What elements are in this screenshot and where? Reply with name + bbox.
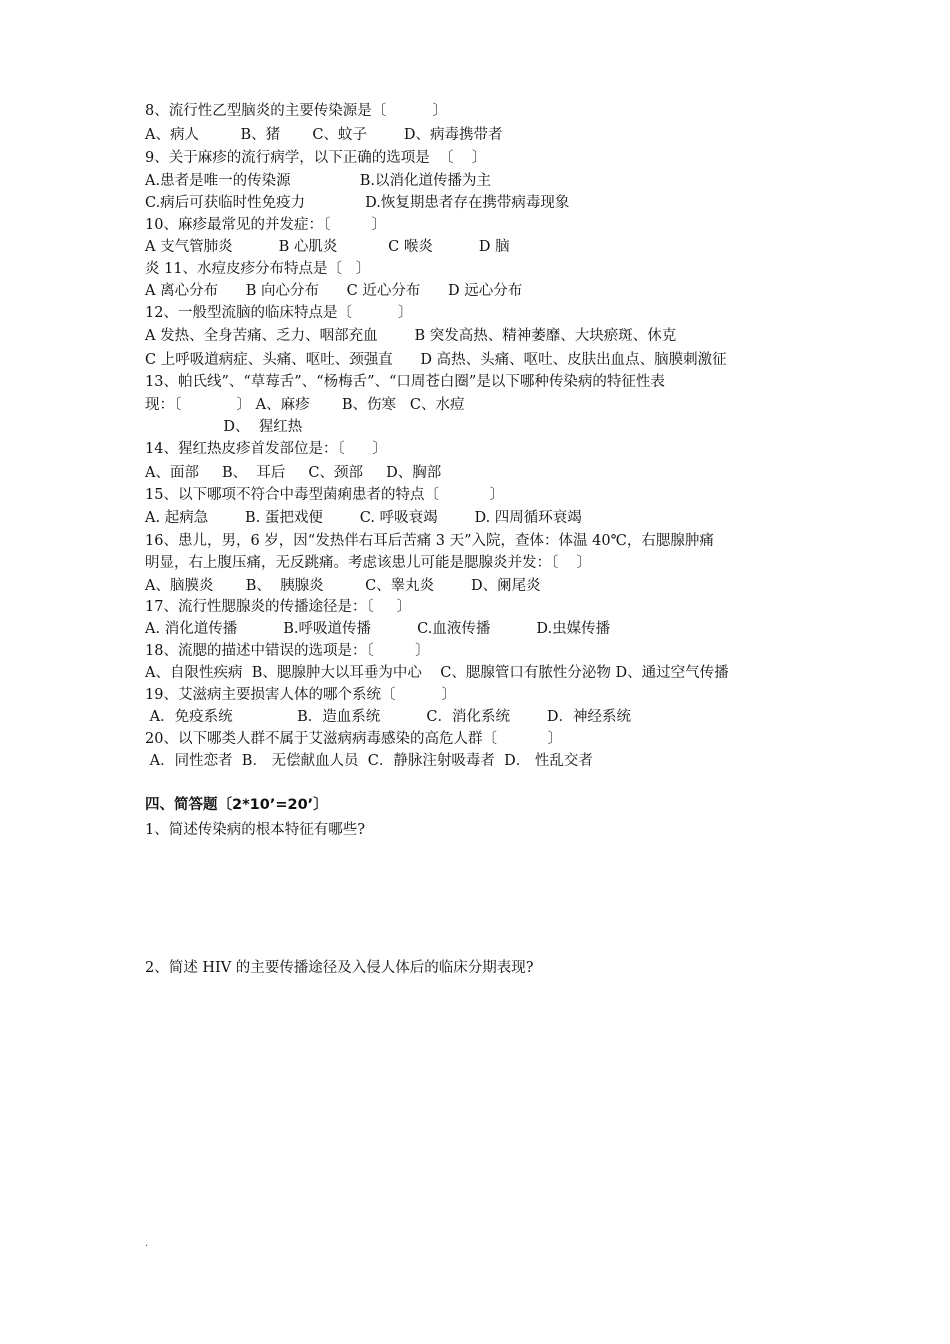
text-line: 17、流行性腮腺炎的传播途径是：〔 〕 xyxy=(145,599,412,615)
text-line: D、 猩红热 xyxy=(145,419,303,435)
text-line: 13、帕氏线”、“草莓舌”、“杨梅舌”、“口周苍白圈”是以下哪种传染病的特征性表 xyxy=(145,374,665,390)
text-line: C 上呼吸道病症、头痛、呕吐、颈强直 D 高热、头痛、呕吐、皮肤出血点、脑膜刺激征 xyxy=(145,352,727,368)
question-2: 2、简述 HIV 的主要传播途径及入侵人体后的临床分期表现? xyxy=(145,960,534,976)
text-line: A、自限性疾病 B、腮腺肿大以耳垂为中心 C、腮腺管口有脓性分泌物 D、通过空气传播 xyxy=(145,665,729,681)
text-line: A．同性恋者 B． 无偿献血人员 C．静脉注射吸毒者 D． 性乱交者 xyxy=(145,753,593,769)
text-line: 19、艾滋病主要损害人体的哪个系统〔 〕 xyxy=(145,687,457,703)
text-line: A 离心分布 B 向心分布 C 近心分布 D 远心分布 xyxy=(145,283,523,299)
text-line: 10、麻疹最常见的并发症：〔 〕 xyxy=(145,217,387,233)
text-line: A、病人 B、猪 C、蚊子 D、病毒携带者 xyxy=(145,127,503,143)
text-line: 15、以下哪项不符合中毒型菌痢患者的特点〔 〕 xyxy=(145,487,505,503)
text-line: 20、以下哪类人群不属于艾滋病病毒感染的高危人群〔 〕 xyxy=(145,731,563,747)
text-line: 炎 11、水痘皮疹分布特点是〔 〕 xyxy=(145,261,371,277)
text-line: A 发热、全身苦痛、乏力、咽部充血 B 突发高热、精神萎靡、大块瘀斑、休克 xyxy=(145,328,677,344)
text-line: 16、患儿，男，6 岁，因“发热伴右耳后苦痛 3 天”入院，查体：体温 40℃，右腮腺肿痛 xyxy=(145,533,714,549)
text-line: 8、流行性乙型脑炎的主要传染源是〔 〕 xyxy=(145,103,447,119)
text-line: 9、关于麻疹的流行病学，以下正确的选项是 〔 〕 xyxy=(145,150,487,166)
text-line: A、面部 B、 耳后 C、颈部 D、胸部 xyxy=(145,465,442,481)
question-1: 1、简述传染病的根本特征有哪些? xyxy=(145,822,365,838)
footer-dot: . xyxy=(145,1238,149,1249)
text-line: A. 起病急 B. 蛋把戏便 C. 呼吸衰竭 D. 四周循环衰竭 xyxy=(145,510,582,526)
text-line: 明显，右上腹压痛，无反跳痛。考虑该患儿可能是腮腺炎并发：〔 〕 xyxy=(145,555,592,571)
text-line: 14、猩红热皮疹首发部位是：〔 〕 xyxy=(145,441,387,457)
section-title: 四、简答题〔2*10’=20’〕 xyxy=(145,797,328,813)
text-line: 现：〔 〕 A、麻疹 B、伤寒 C、水痘 xyxy=(145,397,465,413)
text-line: 12、一般型流脑的临床特点是〔 〕 xyxy=(145,305,413,321)
text-line: A．免疫系统 B．造血系统 C．消化系统 D．神经系统 xyxy=(145,709,631,725)
text-line: A. 消化道传播 B.呼吸道传播 C.血液传播 D.虫媒传播 xyxy=(145,621,611,637)
text-line: C.病后可获临时性免疫力 D.恢复期患者存在携带病毒现象 xyxy=(145,195,570,211)
text-line: A.患者是唯一的传染源 B.以消化道传播为主 xyxy=(145,173,491,189)
text-line: 18、流腮的描述中错误的选项是：〔 〕 xyxy=(145,643,430,659)
text-line: A 支气管肺炎 B 心肌炎 C 喉炎 D 脑 xyxy=(145,239,510,255)
text-line: A、脑膜炎 B、 胰腺炎 C、睾丸炎 D、阑尾炎 xyxy=(145,578,541,594)
